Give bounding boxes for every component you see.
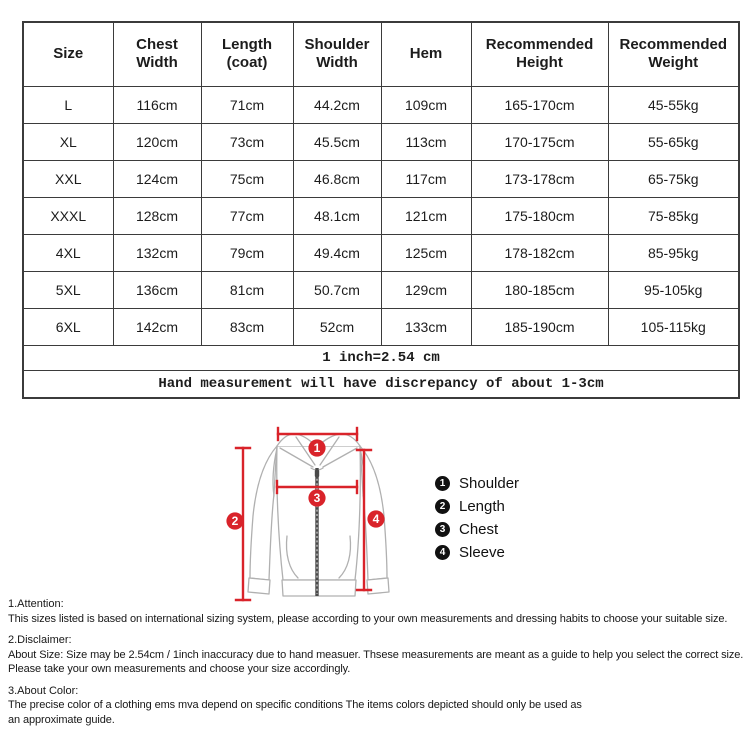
table-cell: 45.5cm <box>293 123 381 160</box>
hand-measurement-note: Hand measurement will have discrepancy of about 1-3cm <box>23 370 739 398</box>
table-cell: 52cm <box>293 308 381 345</box>
legend-item-chest <box>435 521 519 537</box>
footnotes <box>8 597 748 734</box>
legend-item-sleeve <box>435 544 519 560</box>
size-cell: 4XL <box>23 234 113 271</box>
header-hem: Hem <box>381 22 471 86</box>
table-cell: 50.7cm <box>293 271 381 308</box>
table-cell: 113cm <box>381 123 471 160</box>
attention-section <box>8 597 748 626</box>
size-cell: XXXL <box>23 197 113 234</box>
size-cell: XL <box>23 123 113 160</box>
about-color-text-line-2: an approximate guide. <box>8 713 115 726</box>
marker-2-number: 2 <box>231 514 239 529</box>
legend-label: Chest <box>459 520 499 538</box>
inch-conversion-note: 1 inch=2.54 cm <box>23 345 739 370</box>
table-cell: 133cm <box>381 308 471 345</box>
table-cell: 142cm <box>113 308 201 345</box>
table-row-xxxl <box>23 197 739 234</box>
table-cell: 165-170cm <box>471 86 608 123</box>
table-cell: 173-178cm <box>471 160 608 197</box>
table-cell: 95-105kg <box>608 271 739 308</box>
size-cell: 6XL <box>23 308 113 345</box>
table-cell: 48.1cm <box>293 197 381 234</box>
attention-heading: 1.Attention: <box>8 598 64 610</box>
table-row-5xl <box>23 271 739 308</box>
about-color-text-line-1: The precise color of a clothing ems mva depend on specific conditions The items colors depicted should only be used as <box>8 699 582 711</box>
table-cell: 81cm <box>201 271 293 308</box>
header-chest-width: Chest Width <box>113 22 201 86</box>
table-cell: 79cm <box>201 234 293 271</box>
number-4-icon: 4 <box>435 545 450 560</box>
table-cell: 77cm <box>201 197 293 234</box>
marker-3-number: 3 <box>313 491 321 506</box>
table-cell: 65-75kg <box>608 160 739 197</box>
table-cell: 75cm <box>201 160 293 197</box>
legend-label: Shoulder <box>459 474 520 492</box>
table-cell: 45-55kg <box>608 86 739 123</box>
table-cell: 124cm <box>113 160 201 197</box>
table-header-row <box>23 22 739 86</box>
header-size: Size <box>23 22 113 86</box>
legend-label: Sleeve <box>459 543 505 561</box>
size-cell: L <box>23 86 113 123</box>
about-color-heading: 3.About Color: <box>8 684 79 697</box>
table-cell: 44.2cm <box>293 86 381 123</box>
header-recommended-weight: Recommended Weight <box>608 22 739 86</box>
header-recommended-height: Recommended Height <box>471 22 608 86</box>
table-cell: 178-182cm <box>471 234 608 271</box>
measurement-legend <box>435 475 519 567</box>
table-cell: 129cm <box>381 271 471 308</box>
table-cell: 75-85kg <box>608 197 739 234</box>
table-cell: 170-175cm <box>471 123 608 160</box>
table-cell: 73cm <box>201 123 293 160</box>
table-cell: 49.4cm <box>293 234 381 271</box>
table-row-xxl <box>23 160 739 197</box>
legend-item-length <box>435 498 519 514</box>
size-cell: 5XL <box>23 271 113 308</box>
table-row-4xl <box>23 234 739 271</box>
header-shoulder-width: Shoulder Width <box>293 22 381 86</box>
table-cell: 128cm <box>113 197 201 234</box>
table-cell: 132cm <box>113 234 201 271</box>
legend-item-shoulder <box>435 475 519 491</box>
marker-4-number: 4 <box>372 512 380 527</box>
table-cell: 55-65kg <box>608 123 739 160</box>
attention-text: This sizes listed is based on international sizing system, please according to your own measurements and dressing habits to choose your suitable size. <box>8 612 728 625</box>
disclaimer-section <box>8 633 748 677</box>
table-cell: 120cm <box>113 123 201 160</box>
legend-label: Length <box>459 497 505 515</box>
disclaimer-heading: 2.Disclaimer: <box>8 634 72 646</box>
disclaimer-text-line-2: Please take your own measurements and choose your size accordingly. <box>8 663 351 675</box>
table-cell: 116cm <box>113 86 201 123</box>
table-row-l <box>23 86 739 123</box>
about-color-section <box>8 684 748 728</box>
jacket-measurement-diagram <box>213 424 413 606</box>
inch-conversion-row <box>23 345 739 370</box>
hand-measurement-row <box>23 370 739 398</box>
table-cell: 117cm <box>381 160 471 197</box>
table-cell: 180-185cm <box>471 271 608 308</box>
header-length-coat: Length (coat) <box>201 22 293 86</box>
table-cell: 46.8cm <box>293 160 381 197</box>
number-3-icon: 3 <box>435 522 450 537</box>
disclaimer-text-line-1: About Size: Size may be 2.54cm / 1inch inaccuracy due to hand measuer. Thsese measurements are meant as a guide to help you select the correct size. <box>8 648 744 661</box>
table-cell: 71cm <box>201 86 293 123</box>
table-row-6xl <box>23 308 739 345</box>
table-cell: 83cm <box>201 308 293 345</box>
table-cell: 125cm <box>381 234 471 271</box>
table-cell: 121cm <box>381 197 471 234</box>
table-row-xl <box>23 123 739 160</box>
table-cell: 109cm <box>381 86 471 123</box>
table-cell: 105-115kg <box>608 308 739 345</box>
table-cell: 136cm <box>113 271 201 308</box>
size-cell: XXL <box>23 160 113 197</box>
number-2-icon: 2 <box>435 499 450 514</box>
table-cell: 85-95kg <box>608 234 739 271</box>
number-1-icon: 1 <box>435 476 450 491</box>
table-cell: 185-190cm <box>471 308 608 345</box>
marker-1-number: 1 <box>313 441 321 456</box>
table-cell: 175-180cm <box>471 197 608 234</box>
size-table <box>22 21 740 399</box>
